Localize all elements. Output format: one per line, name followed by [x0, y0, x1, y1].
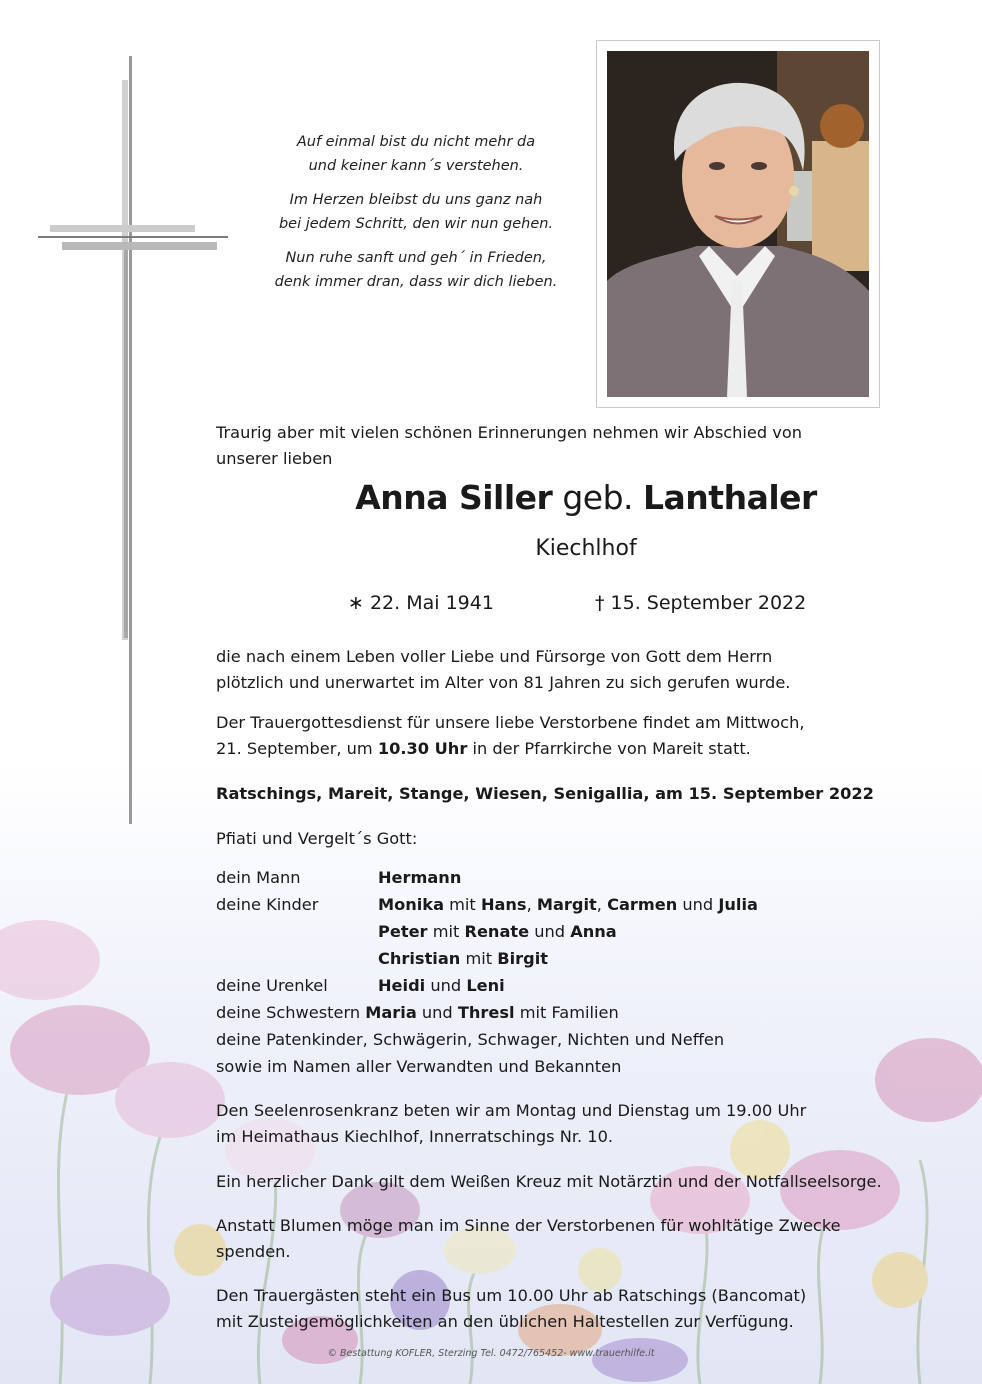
paragraph-line	[216, 736, 956, 762]
bus-paragraph	[216, 1283, 956, 1335]
farewell-line: Pfiati und Vergelt´s Gott:	[216, 829, 418, 848]
relative-name: Margit	[536, 895, 597, 914]
intro-line: unserer lieben	[216, 449, 333, 468]
poem-stanza	[236, 130, 596, 178]
poem-line: und keiner kann´s verstehen.	[308, 158, 524, 174]
connector: und	[430, 976, 462, 995]
paragraph-line: Den Seelenrosenkranz beten wir am Montag und Dienstag um 19.00 Uhr	[216, 1101, 807, 1120]
connector: mit	[432, 922, 460, 941]
paragraph-line: Den Trauergästen steht ein Bus um 10.00 Uhr ab Ratschings (Bancomat)	[216, 1286, 807, 1305]
paragraph-line: im Heimathaus Kiechlhof, Innerratschings Nr. 10.	[216, 1127, 614, 1146]
relative-names: Monika mit Hans, Margit, Carmen und Julia	[378, 895, 758, 914]
deceased-maiden-name: Lanthaler	[643, 478, 817, 517]
connector: mit	[449, 895, 476, 914]
relative-name: Christian	[378, 949, 461, 968]
intro-line: Traurig aber mit vielen schönen Erinnerungen nehmen wir Abschied von	[216, 423, 803, 442]
poem-line: Im Herzen bleibst du uns ganz nah	[289, 192, 543, 208]
thanks-line: Ein herzlicher Dank gilt dem Weißen Kreuz mit Notärztin und der Notfallseelsorge.	[216, 1172, 882, 1191]
farm-name: Kiechlhof	[535, 536, 637, 561]
service-time: 10.30 Uhr	[377, 739, 468, 758]
text-segment: mit Familien	[514, 1003, 619, 1022]
intro-text	[216, 420, 956, 472]
relative-names	[378, 918, 617, 945]
flowers-paragraph	[216, 1213, 956, 1265]
portrait-frame	[596, 40, 880, 408]
poem-line: denk immer dran, dass wir dich lieben.	[274, 274, 558, 290]
geb-label: geb.	[562, 478, 634, 517]
footer-credit: © Bestattung KOFLER, Sterzing Tel. 0472/765452- www.trauerhilfe.it	[327, 1348, 655, 1359]
paragraph-line: die nach einem Leben voller Liebe und Fürsorge von Gott dem Herrn	[216, 647, 773, 666]
relative-label: deine Kinder	[216, 895, 319, 914]
relative-name: Maria	[365, 1003, 417, 1022]
relative-name: Hans	[480, 895, 527, 914]
deceased-name	[216, 478, 956, 517]
poem-line: bei jedem Schritt, den wir nun gehen.	[278, 216, 554, 232]
relative-label: dein Mann	[216, 868, 301, 887]
relative-label: deine Urenkel	[216, 976, 328, 995]
deceased-first-name: Anna Siller	[355, 478, 553, 517]
relative-name: Renate	[464, 922, 530, 941]
text-segment: deine Schwestern	[216, 1003, 366, 1022]
paragraph-line: spenden.	[216, 1242, 291, 1261]
death-date: † 15. September 2022	[595, 592, 807, 614]
relative-name: Carmen	[607, 895, 678, 914]
portrait-photo	[607, 51, 869, 397]
places-date-line: Ratschings, Mareit, Stange, Wiesen, Senigallia, am 15. September 2022	[216, 784, 874, 803]
relative-names	[378, 864, 461, 891]
relatives-closing-line: sowie im Namen aller Verwandten und Bekannten	[216, 1057, 622, 1076]
paragraph-line: plötzlich und unerwartet im Alter von 81 Jahren zu sich gerufen wurde.	[216, 673, 791, 692]
connector: mit	[465, 949, 493, 968]
text-segment: 21. September, um	[216, 739, 378, 758]
connector: und	[421, 1003, 453, 1022]
godchildren-line: deine Patenkinder, Schwägerin, Schwager, Nichten und Neffen	[216, 1030, 725, 1049]
paragraph-line: mit Zusteigemöglichkeiten an den üblichen Haltestellen zur Verfügung.	[216, 1312, 794, 1331]
life-paragraph	[216, 644, 956, 696]
connector: und	[682, 895, 714, 914]
relative-name: Heidi	[378, 976, 426, 995]
text-segment: in der Pfarrkirche von Mareit statt.	[467, 739, 751, 758]
relative-name: Monika	[378, 895, 444, 914]
poem-line: Nun ruhe sanft und geh´ in Frieden,	[285, 250, 547, 266]
paragraph-line: Der Trauergottesdienst für unsere liebe Verstorbene findet am Mittwoch,	[216, 713, 805, 732]
relative-name: Birgit	[497, 949, 548, 968]
rosary-paragraph	[216, 1098, 956, 1150]
relative-name: Julia	[718, 895, 758, 914]
relative-name: Hermann	[378, 868, 462, 887]
relatives-list	[216, 864, 956, 1084]
connector: und	[534, 922, 566, 941]
paragraph-line: Anstatt Blumen möge man im Sinne der Verstorbenen für wohltätige Zwecke	[216, 1216, 841, 1235]
poem-stanza	[236, 246, 596, 294]
sisters-line	[216, 999, 619, 1026]
relative-name: Leni	[466, 976, 505, 995]
poem	[236, 130, 596, 304]
relative-name: Anna	[570, 922, 617, 941]
relative-name: Thresl	[457, 1003, 515, 1022]
poem-stanza	[236, 188, 596, 236]
relative-name: Peter	[378, 922, 428, 941]
poem-line: Auf einmal bist du nicht mehr da	[296, 134, 536, 150]
birth-date: ∗ 22. Mai 1941	[348, 592, 494, 614]
funeral-service-paragraph	[216, 710, 956, 762]
relative-names	[378, 972, 505, 999]
relative-names	[378, 945, 548, 972]
